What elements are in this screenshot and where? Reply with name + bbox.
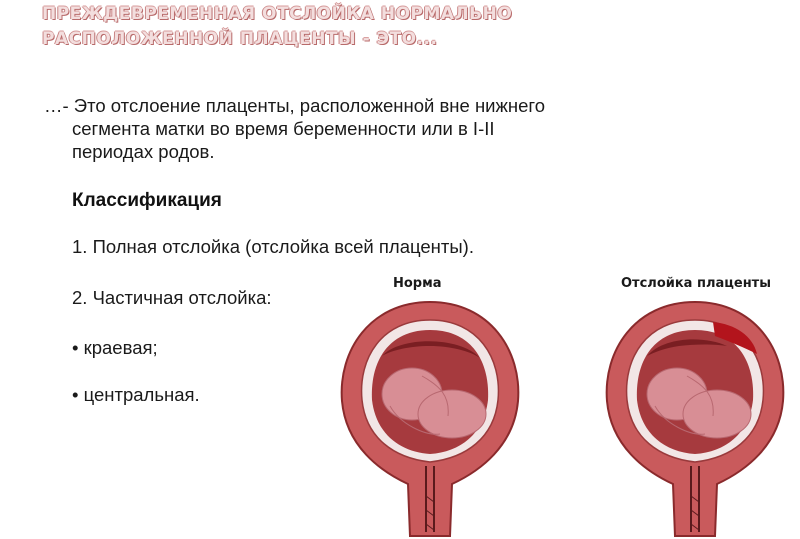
slide-title: [42, 2, 562, 52]
classification-item-marginal: • краевая;: [72, 337, 158, 358]
definition-line-3: периодах родов.: [72, 141, 215, 162]
classification-item-partial: 2. Частичная отслойка:: [72, 287, 272, 308]
classification-item-central: • центральная.: [72, 384, 200, 405]
definition-text: [44, 94, 684, 163]
title-line-1: ПРЕЖДЕВРЕМЕННАЯ ОТСЛОЙКА НОРМАЛЬНО: [42, 4, 513, 24]
abruption-caption: Отслойка плаценты: [621, 276, 771, 291]
normal-uterus-illustration: [330, 296, 530, 539]
title-line-2: РАСПОЛОЖЕННОЙ ПЛАЦЕНТЫ - ЭТО...: [42, 29, 438, 49]
definition-line-2: сегмента матки во время беременности или в I-II: [72, 118, 495, 139]
classification-item-complete: 1. Полная отслойка (отслойка всей плаценты).: [72, 236, 474, 257]
abruption-uterus-illustration: [595, 296, 795, 539]
classification-heading: Классификация: [72, 190, 222, 211]
normal-caption: Норма: [393, 276, 442, 291]
definition-line-1: …- Это отслоение плаценты, расположенной вне нижнего: [44, 95, 545, 116]
